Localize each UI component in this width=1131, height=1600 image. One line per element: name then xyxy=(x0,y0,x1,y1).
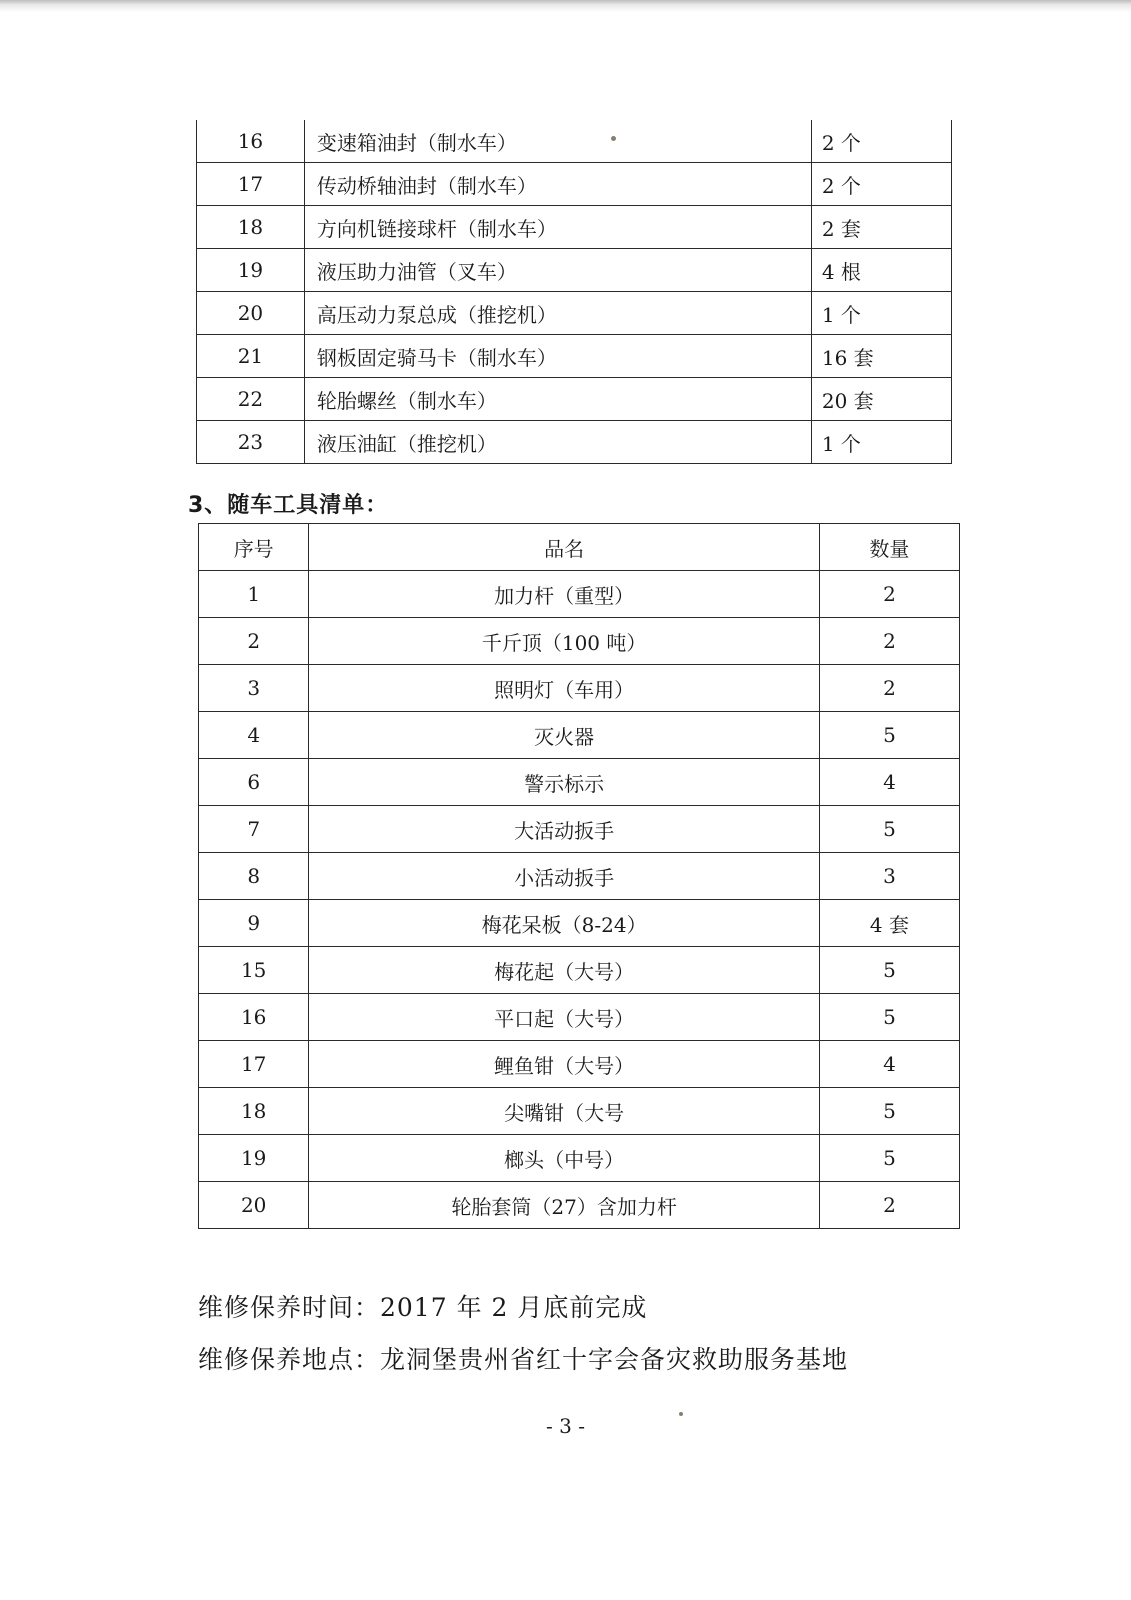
table-row xyxy=(199,1135,960,1182)
tool-name: 尖嘴钳（大号 xyxy=(309,1088,819,1135)
row-number: 22 xyxy=(197,378,305,421)
tool-name: 鲤鱼钳（大号） xyxy=(309,1041,819,1088)
part-name: 钢板固定骑马卡（制水车） xyxy=(304,335,811,378)
row-number: 1 xyxy=(199,571,309,618)
row-number: 18 xyxy=(199,1088,309,1135)
row-number: 4 xyxy=(199,712,309,759)
tool-quantity: 2 xyxy=(819,665,959,712)
row-number: 23 xyxy=(197,421,305,464)
parts-table xyxy=(196,120,952,464)
tool-name: 小活动扳手 xyxy=(309,853,819,900)
table-row xyxy=(199,994,960,1041)
part-quantity: 1 个 xyxy=(811,421,951,464)
tools-table xyxy=(198,523,960,1229)
table-row xyxy=(197,378,952,421)
tool-name: 千斤顶（100 吨） xyxy=(309,618,819,665)
table-row xyxy=(199,712,960,759)
part-name: 传动桥轴油封（制水车） xyxy=(304,163,811,206)
tool-name: 照明灯（车用） xyxy=(309,665,819,712)
table-header-row xyxy=(199,524,960,571)
tool-quantity: 5 xyxy=(819,947,959,994)
part-quantity: 2 个 xyxy=(811,163,951,206)
table-row xyxy=(199,853,960,900)
row-number: 2 xyxy=(199,618,309,665)
row-number: 6 xyxy=(199,759,309,806)
row-number: 18 xyxy=(197,206,305,249)
row-number: 17 xyxy=(199,1041,309,1088)
row-number: 19 xyxy=(197,249,305,292)
part-name: 方向机链接球杆（制水车） xyxy=(304,206,811,249)
tool-quantity: 5 xyxy=(819,712,959,759)
table-row xyxy=(197,206,952,249)
part-name: 变速箱油封（制水车） xyxy=(304,120,811,163)
table-row xyxy=(199,806,960,853)
maintenance-place: 维修保养地点：龙洞堡贵州省红十字会备灾救助服务基地 xyxy=(198,1345,849,1374)
tool-quantity: 4 xyxy=(819,1041,959,1088)
table-row xyxy=(199,759,960,806)
part-quantity: 2 个 xyxy=(811,120,951,163)
tool-name: 加力杆（重型） xyxy=(309,571,819,618)
tool-name: 轮胎套筒（27）含加力杆 xyxy=(309,1182,819,1229)
tool-quantity: 5 xyxy=(819,1135,959,1182)
part-quantity: 20 套 xyxy=(811,378,951,421)
maintenance-time: 维修保养时间：2017 年 2 月底前完成 xyxy=(198,1293,648,1322)
row-number: 20 xyxy=(199,1182,309,1229)
tool-quantity: 5 xyxy=(819,1088,959,1135)
row-number: 3 xyxy=(199,665,309,712)
tool-name: 灭火器 xyxy=(309,712,819,759)
page-number: - 3 - xyxy=(546,1414,585,1438)
row-number: 20 xyxy=(197,292,305,335)
header-number: 序号 xyxy=(199,524,309,571)
tool-name: 平口起（大号） xyxy=(309,994,819,1041)
header-quantity: 数量 xyxy=(819,524,959,571)
tool-quantity: 3 xyxy=(819,853,959,900)
row-number: 19 xyxy=(199,1135,309,1182)
tool-quantity: 4 套 xyxy=(819,900,959,947)
scan-edge-shadow xyxy=(0,0,1131,12)
part-quantity: 4 根 xyxy=(811,249,951,292)
part-name: 轮胎螺丝（制水车） xyxy=(304,378,811,421)
table-row xyxy=(199,665,960,712)
table-row xyxy=(197,421,952,464)
tool-name: 梅花呆板（8-24） xyxy=(309,900,819,947)
tool-quantity: 2 xyxy=(819,618,959,665)
table-row xyxy=(199,571,960,618)
table-row xyxy=(197,163,952,206)
part-name: 高压动力泵总成（推挖机） xyxy=(304,292,811,335)
row-number: 8 xyxy=(199,853,309,900)
table-row xyxy=(197,120,952,163)
tool-name: 梅花起（大号） xyxy=(309,947,819,994)
table-row xyxy=(197,292,952,335)
table-row xyxy=(197,335,952,378)
row-number: 7 xyxy=(199,806,309,853)
tool-name: 警示标示 xyxy=(309,759,819,806)
tool-quantity: 4 xyxy=(819,759,959,806)
tool-quantity: 5 xyxy=(819,994,959,1041)
part-quantity: 2 套 xyxy=(811,206,951,249)
row-number: 16 xyxy=(199,994,309,1041)
row-number: 17 xyxy=(197,163,305,206)
part-quantity: 16 套 xyxy=(811,335,951,378)
row-number: 21 xyxy=(197,335,305,378)
table-row xyxy=(197,249,952,292)
section-heading: 3、随车工具清单： xyxy=(188,493,389,518)
row-number: 16 xyxy=(197,120,305,163)
part-name: 液压油缸（推挖机） xyxy=(304,421,811,464)
table-row xyxy=(199,1088,960,1135)
table-row xyxy=(199,1182,960,1229)
tool-quantity: 2 xyxy=(819,571,959,618)
table-row xyxy=(199,900,960,947)
tool-name: 大活动扳手 xyxy=(309,806,819,853)
table-row xyxy=(199,1041,960,1088)
table-row xyxy=(199,947,960,994)
row-number: 15 xyxy=(199,947,309,994)
header-name: 品名 xyxy=(309,524,819,571)
part-quantity: 1 个 xyxy=(811,292,951,335)
table-row xyxy=(199,618,960,665)
tool-quantity: 5 xyxy=(819,806,959,853)
part-name: 液压助力油管（叉车） xyxy=(304,249,811,292)
row-number: 9 xyxy=(199,900,309,947)
tool-quantity: 2 xyxy=(819,1182,959,1229)
tool-name: 榔头（中号） xyxy=(309,1135,819,1182)
